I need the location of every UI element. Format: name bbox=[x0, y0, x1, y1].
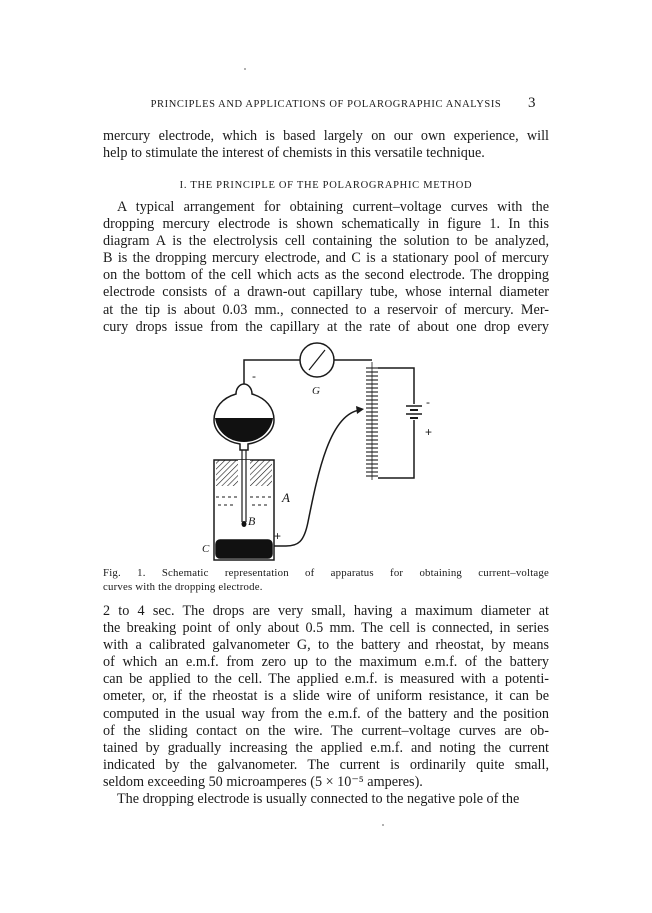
section-heading: I. THE PRINCIPLE OF THE POLAROGRAPHIC METHOD bbox=[179, 180, 473, 191]
text-line: ometer, or, if the rheostat is a slide wire of uniform resistance, it can be bbox=[103, 688, 549, 705]
text-line: computed in the usual way from the e.m.f. of the battery and the position bbox=[103, 705, 549, 722]
text-line: diagram A is the electrolysis cell containing the solution to be analyzed, bbox=[103, 233, 549, 250]
battery-wire bbox=[378, 368, 414, 404]
text-line: dropping mercury electrode is shown schematically in figure 1. In this bbox=[103, 216, 549, 233]
page-number: 3 bbox=[528, 95, 536, 111]
label-cell: A bbox=[282, 490, 290, 505]
solution-surface bbox=[216, 497, 272, 505]
text-line: with a calibrated galvanometer G, to the battery and rheostat, by means bbox=[103, 637, 549, 654]
text-line: indicated by the galvanometer. The current is ordinarily quite small, bbox=[103, 756, 549, 773]
text-line: of which an e.m.f. from zero up to the maximum e.m.f. of the battery bbox=[103, 654, 549, 671]
text-line: mercury electrode, which is based largely on our own experience, will bbox=[103, 128, 549, 144]
paragraph-principle bbox=[103, 199, 549, 336]
speck-mark bbox=[244, 68, 246, 70]
label-pool: C bbox=[202, 543, 210, 555]
text-line: seldom exceeding 50 microamperes (5 × 10⁻⁵ amperes). bbox=[103, 773, 423, 790]
caption-line: Fig. 1. Schematic representation of apparatus for obtaining current–voltage bbox=[103, 567, 549, 579]
text-line: on the bottom of the cell which acts as the second electrode. The dropping bbox=[103, 267, 549, 284]
mercury-drop bbox=[242, 521, 247, 527]
figure-caption bbox=[103, 566, 549, 594]
caption-line: curves with the dropping electrode. bbox=[103, 581, 263, 593]
text-line: tained by gradually increasing the applied e.m.f. and noting the current bbox=[103, 739, 549, 756]
label-battery-plus: + bbox=[425, 425, 433, 439]
text-line: cury drops issue from the capillary at the rate of about one drop every bbox=[103, 318, 549, 335]
rheostat-coil bbox=[366, 362, 378, 480]
text-line: the breaking point of only about 0.5 mm. The cell is connected, in series bbox=[103, 620, 549, 637]
label-minus-top: - bbox=[252, 369, 256, 383]
label-battery-minus: - bbox=[426, 395, 430, 409]
mercury-pool bbox=[216, 540, 272, 558]
intro-paragraph bbox=[103, 128, 549, 162]
label-galvanometer: G bbox=[312, 385, 320, 397]
text-line: of the sliding contact on the wire. The current–voltage curves are ob- bbox=[103, 722, 549, 739]
running-header: PRINCIPLES AND APPLICATIONS OF POLAROGRAPHIC ANALYSIS bbox=[150, 99, 502, 110]
text-line: can be applied to the cell. The applied e.m.f. is measured with a potenti- bbox=[103, 671, 549, 688]
label-electrode: B bbox=[248, 514, 256, 528]
label-pool-plus: + bbox=[274, 529, 282, 543]
text-line: help to stimulate the interest of chemists in this versatile technique. bbox=[103, 145, 485, 162]
text-line: A typical arrangement for obtaining current–voltage curves with the bbox=[117, 199, 549, 215]
speck-mark bbox=[382, 824, 384, 826]
text-line: The dropping electrode is usually connected to the negative pole of the bbox=[117, 791, 520, 808]
text-line: B is the dropping mercury electrode, and C is a stationary pool of mercury bbox=[103, 250, 549, 267]
text-line: 2 to 4 sec. The drops are very small, having a maximum diameter at bbox=[103, 603, 549, 619]
text-line: electrode consists of a drawn-out capillary tube, whose internal diameter bbox=[103, 284, 549, 301]
paragraph-procedure bbox=[103, 603, 549, 808]
slide-contact-wire bbox=[286, 410, 360, 546]
text-line: at the tip is about 0.03 mm., connected to a reservoir of mercury. Mer- bbox=[103, 301, 549, 318]
apparatus-figure bbox=[200, 332, 460, 562]
